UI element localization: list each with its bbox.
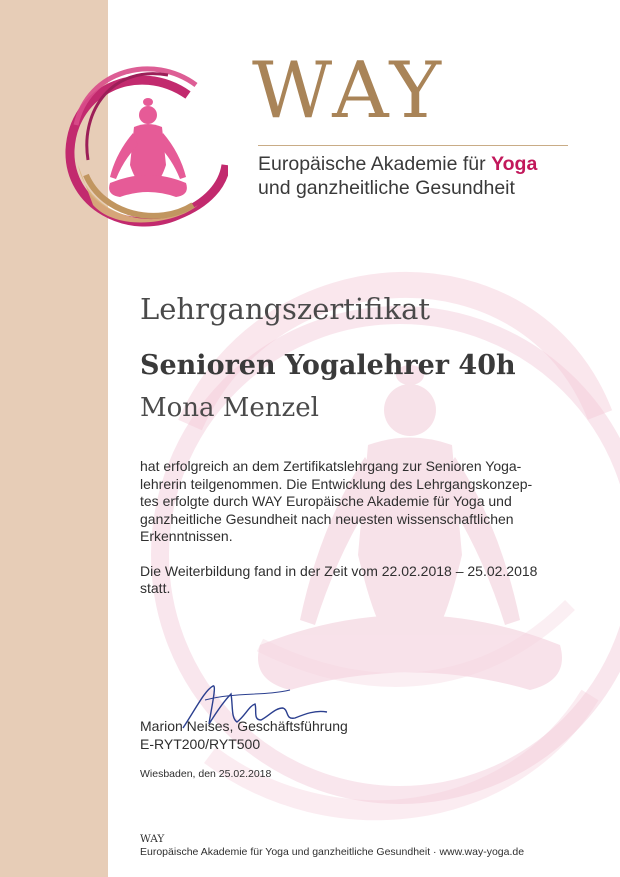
- brand-subtitle-highlight: Yoga: [491, 153, 538, 175]
- way-logo-icon: [58, 55, 228, 230]
- brand-title: WAY: [252, 46, 445, 136]
- body-paragraph-2: [140, 563, 585, 598]
- body-line: ganzheitliche Gesundheit nach neuesten wissenschaftlichen: [140, 510, 514, 527]
- body-line: statt.: [140, 580, 171, 596]
- brand-divider: [258, 145, 568, 146]
- footer-line: Europäische Akademie für Yoga und ganzheitliche Gesundheit · www.way-yoga.de: [140, 846, 525, 858]
- signer-name: Marion Neises, Geschäftsführung: [140, 718, 348, 734]
- brand-subtitle-prefix: Europäische Akademie für: [258, 153, 492, 175]
- certificate-body: [140, 458, 585, 615]
- body-line: hat erfolgreich an dem Zertifikatslehrgang zur Senioren Yoga-: [140, 458, 522, 474]
- footer: [140, 833, 524, 859]
- brand-subtitle: [258, 152, 578, 200]
- course-title: Senioren Yogalehrer 40h: [140, 350, 516, 381]
- body-line: lehrerin teilgenommen. Die Entwicklung des Lehrgangskonzep-: [140, 475, 533, 492]
- body-line: Erkenntnissen.: [140, 528, 233, 544]
- signer-credentials: E-RYT200/RYT500: [140, 736, 261, 752]
- brand-subtitle-line2: und ganzheitliche Gesundheit: [258, 177, 515, 199]
- place-date: Wiesbaden, den 25.02.2018: [140, 768, 272, 780]
- body-paragraph-1: [140, 458, 585, 546]
- body-line: tes erfolgte durch WAY Europäische Akademie für Yoga und: [140, 493, 512, 509]
- footer-brand: WAY: [140, 833, 165, 845]
- signer-block: [140, 717, 348, 753]
- participant-name: Mona Menzel: [140, 393, 319, 423]
- brand-subtitle-line1: [258, 152, 578, 176]
- certificate-type: Lehrgangszertifikat: [140, 292, 431, 326]
- body-line: Die Weiterbildung fand in der Zeit vom 22.02.2018 – 25.02.2018: [140, 562, 538, 579]
